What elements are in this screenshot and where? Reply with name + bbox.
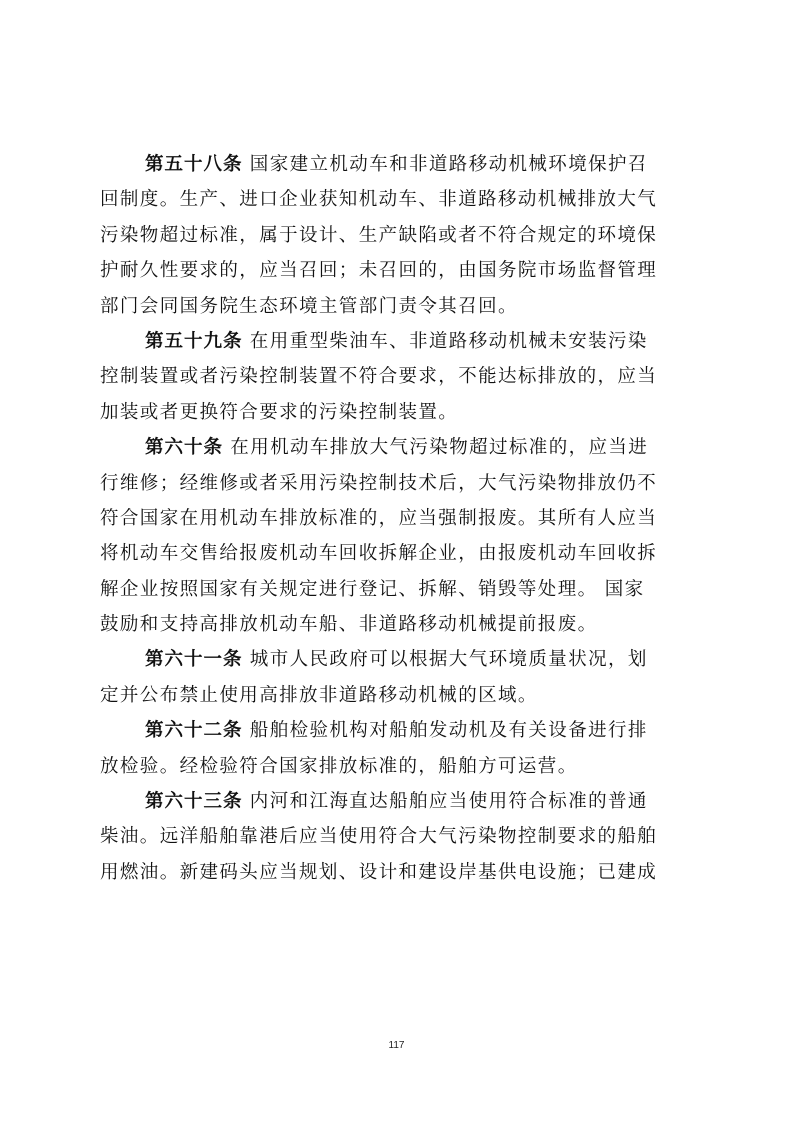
- article-63-title: 第六十三条: [145, 791, 243, 813]
- article-58-line-2: 回制度。生产、进口企业获知机动车、非道路移动机械排放大气: [100, 189, 658, 211]
- article-60-line-1: [145, 430, 705, 465]
- article-62-text-1: 船舶检验机构对船舶发动机及有关设备进行排: [249, 720, 648, 742]
- article-61-line-2: 定并公布禁止使用高排放非道路移动机械的区域。: [100, 684, 538, 706]
- article-58-line-3: 污染物超过标准，属于设计、生产缺陷或者不符合规定的环境保: [100, 224, 658, 246]
- article-63-line-3: 用燃油。新建码头应当规划、设计和建设岸基供电设施；已建成: [100, 861, 658, 883]
- article-62-line-2: 放检验。经检验符合国家排放标准的，船舶方可运营。: [100, 755, 578, 777]
- article-61-title: 第六十一条: [145, 649, 243, 671]
- article-62-line-1: [145, 713, 705, 748]
- article-60-line-4: 将机动车交售给报废机动车回收拆解企业，由报废机动车回收拆: [100, 543, 658, 565]
- article-58-text-1: 国家建立机动车和非道路移动机械环境保护召: [249, 154, 648, 175]
- article-63-text-1: 内河和江海直达船舶应当使用符合标准的普通: [249, 791, 648, 813]
- article-58-title: 第五十八条: [145, 154, 243, 175]
- article-59-text-1: 在用重型柴油车、非道路移动机械未安装污染: [249, 330, 648, 352]
- article-61-line-1: [145, 642, 705, 677]
- article-63-line-1: [145, 784, 705, 819]
- article-60-text-1: 在用机动车排放大气污染物超过标准的，应当进: [230, 437, 649, 459]
- article-60-title: 第六十条: [145, 437, 224, 459]
- page-number: 117: [388, 1040, 405, 1051]
- article-62-title: 第六十二条: [145, 720, 243, 742]
- article-58-line-5: 部门会同国务院生态环境主管部门责令其召回。: [100, 295, 518, 317]
- document-body: [100, 147, 705, 890]
- article-60-line-5: 解企业按照国家有关规定进行登记、拆解、销毁等处理。 国家: [100, 578, 645, 600]
- article-59-line-3: 加装或者更换符合要求的污染控制装置。: [100, 401, 459, 423]
- article-59-line-1: [145, 324, 705, 359]
- article-60-line-6: 鼓励和支持高排放机动车船、非道路移动机械提前报废。: [100, 614, 598, 636]
- article-58-line-1: [145, 147, 705, 182]
- article-59-line-2: 控制装置或者污染控制装置不符合要求，不能达标排放的，应当: [100, 366, 658, 388]
- article-58-line-4: 护耐久性要求的，应当召回；未召回的，由国务院市场监督管理: [100, 260, 658, 282]
- article-60-line-2: 行维修；经维修或者采用污染控制技术后，大气污染物排放仍不: [100, 472, 658, 494]
- article-63-line-2: 柴油。远洋船舶靠港后应当使用符合大气污染物控制要求的船舶: [100, 826, 658, 848]
- article-60-line-3: 符合国家在用机动车排放标准的，应当强制报废。其所有人应当: [100, 507, 658, 529]
- article-61-text-1: 城市人民政府可以根据大气环境质量状况，划: [249, 649, 648, 671]
- article-59-title: 第五十九条: [145, 330, 243, 352]
